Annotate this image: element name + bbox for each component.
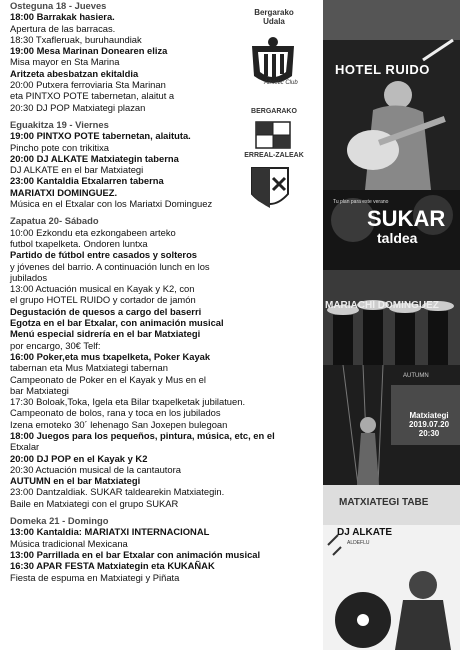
event-line: 23:00 Dantzaldiak. SUKAR taldearekin Matxiategin. xyxy=(10,486,225,498)
event-line: bar Matxiategi xyxy=(10,384,69,396)
hotel-ruido-title: HOTEL RUIDO xyxy=(335,62,430,77)
event-line: 16:00 Poker,eta mus txapelketa, Poker Kayak xyxy=(10,350,211,362)
event-line: DJ ALKATE en el bar Matxiategi xyxy=(10,164,144,176)
event-line: Música tradicional Mexicana xyxy=(10,537,128,549)
event-line: eta PINTXO POTE tabernetan, alaitut a xyxy=(10,90,175,102)
event-line: 10:00 Ezkondu eta ezkongabeen arteko xyxy=(10,226,176,238)
sukar-tagline: Tu plan para este verano xyxy=(333,199,389,205)
event-line: 20:30 Actuación musical de la cantautora xyxy=(10,463,181,475)
sukar-photo xyxy=(323,190,460,270)
event-line: Etxalar xyxy=(10,441,40,453)
guitarist-image xyxy=(323,0,460,190)
erreal-zaleak-title-bottom: ERREAL-ZALEAK xyxy=(244,152,304,159)
event-line: Izena emoteko 30´ lehenago San Joxepen bulegoan xyxy=(10,418,228,430)
event-line: Pincho pote con trikitixa xyxy=(10,141,110,153)
event-line: AUTUMN en el bar Matxiategi xyxy=(10,475,141,487)
event-line: MARIATXI DOMINGUEZ. xyxy=(10,186,118,198)
event-line: Música en el Etxalar con los Mariatxi Dominguez xyxy=(10,198,213,210)
event-line: Apertura de las barracas. xyxy=(10,22,116,34)
sponsor-logos xyxy=(228,0,322,220)
mariachi-title: MARIACHI DOMINGUEZ xyxy=(325,300,439,311)
event-line: Campeonato de bolos, rana y toca en los jubilados xyxy=(10,407,221,419)
event-line: 20:00 DJ POP en el Kayak y K2 xyxy=(10,452,148,464)
event-line: Aritzeta abesbatzan ekitaldia xyxy=(10,67,139,79)
hotel-ruido-photo xyxy=(323,0,460,190)
day-heading: Eguakitza 19 - Viernes xyxy=(10,118,109,130)
event-line: 13:00 Actuación musical en Kayak y K2, con xyxy=(10,283,195,295)
dj-alkate-sub: ALDEFLU xyxy=(347,540,370,546)
sukar-title: SUKAR xyxy=(367,206,446,231)
event-line: 20:30 DJ POP Matxiategi plazan xyxy=(10,101,146,113)
mariachi-photo xyxy=(323,270,460,365)
event-line: Egotza en el bar Etxalar, con animación musical xyxy=(10,317,224,329)
matxiategi-banner: MATXIATEGI TABE xyxy=(339,497,429,508)
event-line: 17:30 Boloak,Toka, Igela eta Bilar txapelketak jubilatuen. xyxy=(10,396,246,408)
dj-turntable-image xyxy=(323,525,460,650)
athletic-caption: Athletic Club xyxy=(264,80,298,86)
event-line: Partido de fútbol entre casados y solteros xyxy=(10,249,198,261)
event-line: 13:00 Kantaldia: MARIATXI INTERNACIONAL xyxy=(10,526,210,538)
erreal-zaleak-title-top: BERGARAKO xyxy=(251,108,297,115)
event-line: Baile en Matxiategi con el grupo SUKAR xyxy=(10,497,179,509)
event-line: 18:00 Juegos para los pequeños, pintura, música, etc, en el xyxy=(10,429,275,441)
autumn-label: AUTUMN xyxy=(403,373,429,379)
mariachi-band-image xyxy=(323,270,460,365)
dj-alkate-photo xyxy=(323,485,460,650)
erreal-zaleak-crest-icon xyxy=(246,118,300,152)
event-line: 20:00 DJ ALKATE Matxiategin taberna xyxy=(10,152,179,164)
event-line: jubilados xyxy=(10,271,48,283)
event-line: 18:30 Txafleruak, buruhaundiak xyxy=(10,33,142,45)
event-line: 19:00 PINTXO POTE tabernetan, alaituta. xyxy=(10,130,191,142)
event-line: Menú especial sidrería en el bar Matxiategi xyxy=(10,328,201,340)
sukar-subtitle: taldea xyxy=(377,230,418,246)
day-heading: Osteguna 18 - Jueves xyxy=(10,0,107,11)
event-line: 19:00 Mesa Marinan Donearen eliza xyxy=(10,45,168,57)
event-line: Fiesta de espuma en Matxiategi y Piñata xyxy=(10,571,180,583)
dj-alkate-title: DJ ALKATE xyxy=(337,527,392,538)
event-line: 13:00 Parrillada en el bar Etxalar con animación musical xyxy=(10,548,261,560)
autumn-poster: Matxiategi 2019.07.20 20:30 xyxy=(409,411,450,438)
day-heading: Zapatua 20- Sábado xyxy=(10,215,99,227)
bergara-udala-logo: Bergarako Udala xyxy=(254,8,294,26)
event-line: Misa mayor en Sta Marina xyxy=(10,56,120,68)
event-line: futbol txapelketa. Ondoren luntxa xyxy=(10,237,148,249)
event-line: tabernan eta Mus Matxiategi tabernan xyxy=(10,362,168,374)
event-line: 23:00 Kantaldia Etxalarren taberna xyxy=(10,175,164,187)
event-line: 20:00 Putxera ferroviaria Sta Marinan xyxy=(10,79,166,91)
photo-collage xyxy=(323,0,460,650)
event-line: 16:30 APAR FESTA Matxiategin eta KUKAÑAK xyxy=(10,560,215,572)
event-line: y jóvenes del barrio. A continuación lunch en los xyxy=(10,260,210,272)
event-line: Degustación de quesos a cargo del baserri xyxy=(10,305,202,317)
autumn-photo xyxy=(323,365,460,485)
event-line: el grupo HOTEL RUIDO y cortador de jamón xyxy=(10,294,196,306)
event-line: por encargo, 30€ Telf: xyxy=(10,339,101,351)
event-line: 18:00 Barrakak hasiera. xyxy=(10,11,115,23)
event-line: Campeonato de Poker en el Kayak y Mus en el xyxy=(10,373,206,385)
eibar-crest-icon xyxy=(248,164,292,216)
day-heading: Domeka 21 - Domingo xyxy=(10,515,109,527)
